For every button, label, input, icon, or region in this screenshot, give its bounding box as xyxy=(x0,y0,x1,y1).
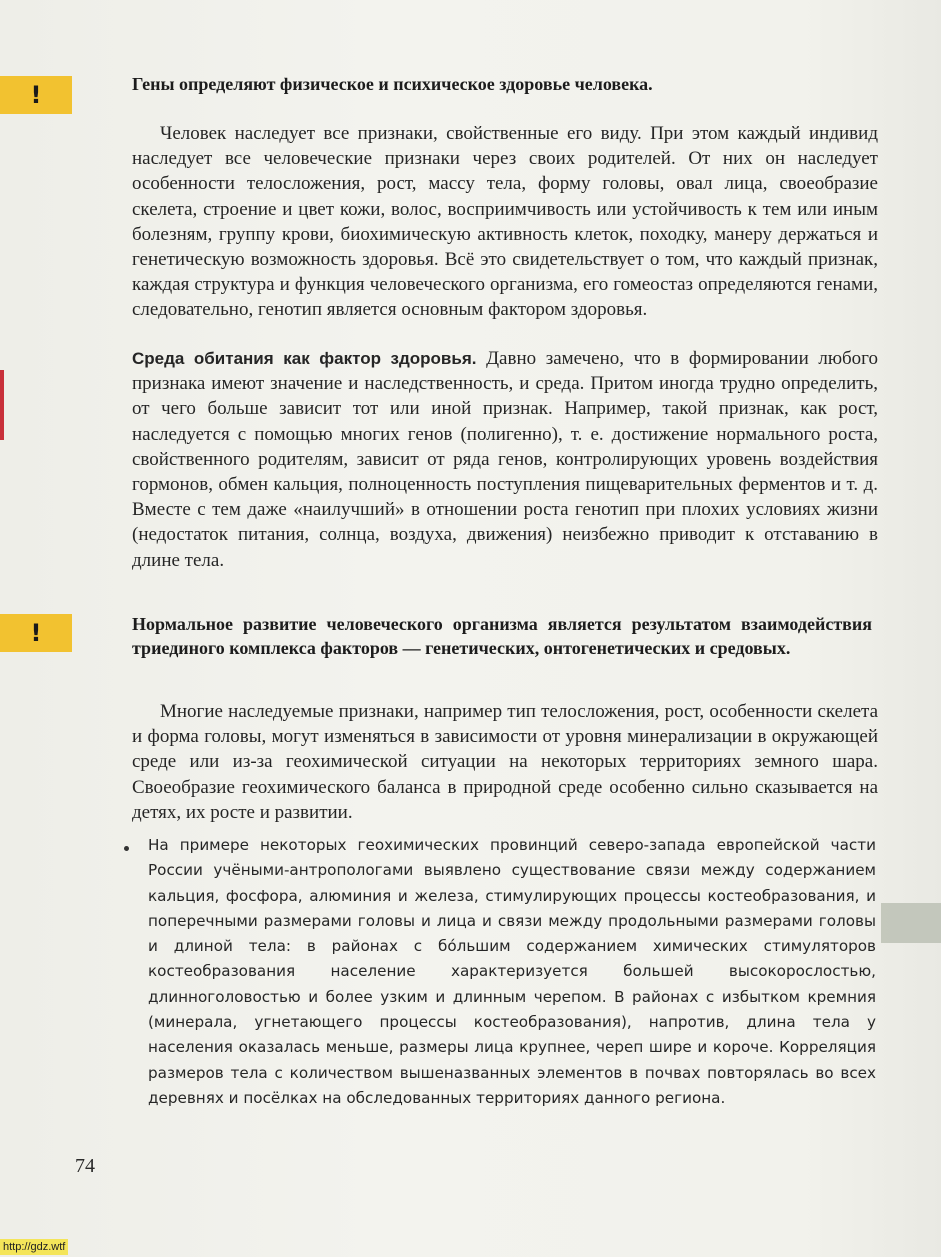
note-bullet xyxy=(124,846,129,851)
key-statement-1: Гены определяют физическое и психическое здоровье человека. xyxy=(132,74,653,94)
paragraph-heredity xyxy=(132,121,878,323)
run-in-heading: Среда обитания как фактор здоровья. xyxy=(132,349,477,368)
exclamation-icon: ! xyxy=(30,81,42,109)
edge-mark xyxy=(0,370,4,440)
paragraph-heredity-text: Человек наследует все признаки, свойственные его виду. При этом каждый индивид наследует все человеческие признаки через своих родителей. От них он наследует особенности телосложения, рост, массу тела, форму головы, овал лица, своеобразие скелета, строение и цвет кожи, волос, восприимчивость или устойчивость к тем или иным болезням, группу крови, биохимическую активность клеток, походку, манеру держаться и генетическую возможность здоровья. Всё это свидетельствует о том, что каждый признак, каждая структура и функция человеческого организма, его гомеостаз определяются генами, следовательно, генотип является основным фактором здоровья. xyxy=(132,123,878,321)
paragraph-environment-text: Давно замечено, что в формировании любого признака имеют значение и наследственность, и среда. Притом иногда трудно определить, от чего больше зависит тот или иной признак. Например, такой признак, как рост, наследуется с помощью многих генов (полигенно), т. е. достижение нормального роста, свойственного родителям, зависит от ряда генов, контролирующих уровень воздействия гормонов, обмен кальция, полноценность поступления пищеварительных ферментов и т. д. Вместе с тем даже «наилучший» в отношении роста генотип при плохих условиях жизни (недостаток питания, солнца, воздуха, движения) неизбежно приводит к отставанию в длине тела. xyxy=(132,348,878,571)
key-statement-2: Нормальное развитие человеческого организма является результатом взаимодействия триединого комплекса факторов — генетических, онтогенетических и средовых. xyxy=(132,614,872,658)
page-number: 74 xyxy=(75,1155,95,1177)
margin-band xyxy=(881,903,941,943)
important-marker xyxy=(0,76,72,114)
note-block: На примере некоторых геохимических провинций северо-запада европейской части России учёными-антропологами выявлено существование связи между содержанием кальция, фосфора, алюминия и железа, стимулирующих процессы костеобразования, и поперечными размерами головы и лица и связи между продольными размерами головы и длиной тела: в районах с бо́льшим содержанием химических стимуляторов костеобразования население характеризуется большей высокорослостью, длинноголовостью и более узким и длинным черепом. В районах с избытком кремния (минерала, угнетающего процессы костеобразования), напротив, длина тела у населения оказалась меньше, размеры лица крупнее, череп шире и короче. Корреляция размеров тела с количеством вышеназванных элементов в почвах повторялась во всех деревнях и посёлках на обследованных территориях данного региона. xyxy=(148,836,876,1107)
exclamation-icon: ! xyxy=(30,619,42,647)
important-marker-2 xyxy=(0,614,72,652)
paragraph-geochemistry-text: Многие наследуемые признаки, например тип телосложения, рост, особенности скелета и форма головы, могут изменяться в зависимости от уровня минерализации в окружающей среде или из-за геохимической ситуации на некоторых территориях земного шара. Своеобразие геохимического баланса в природной среде особенно сильно сказывается на детях, их росте и развитии. xyxy=(132,701,878,823)
paragraph-geochemistry xyxy=(132,699,878,825)
paragraph-environment xyxy=(132,346,878,573)
watermark-link[interactable]: http://gdz.wtf xyxy=(0,1239,68,1255)
